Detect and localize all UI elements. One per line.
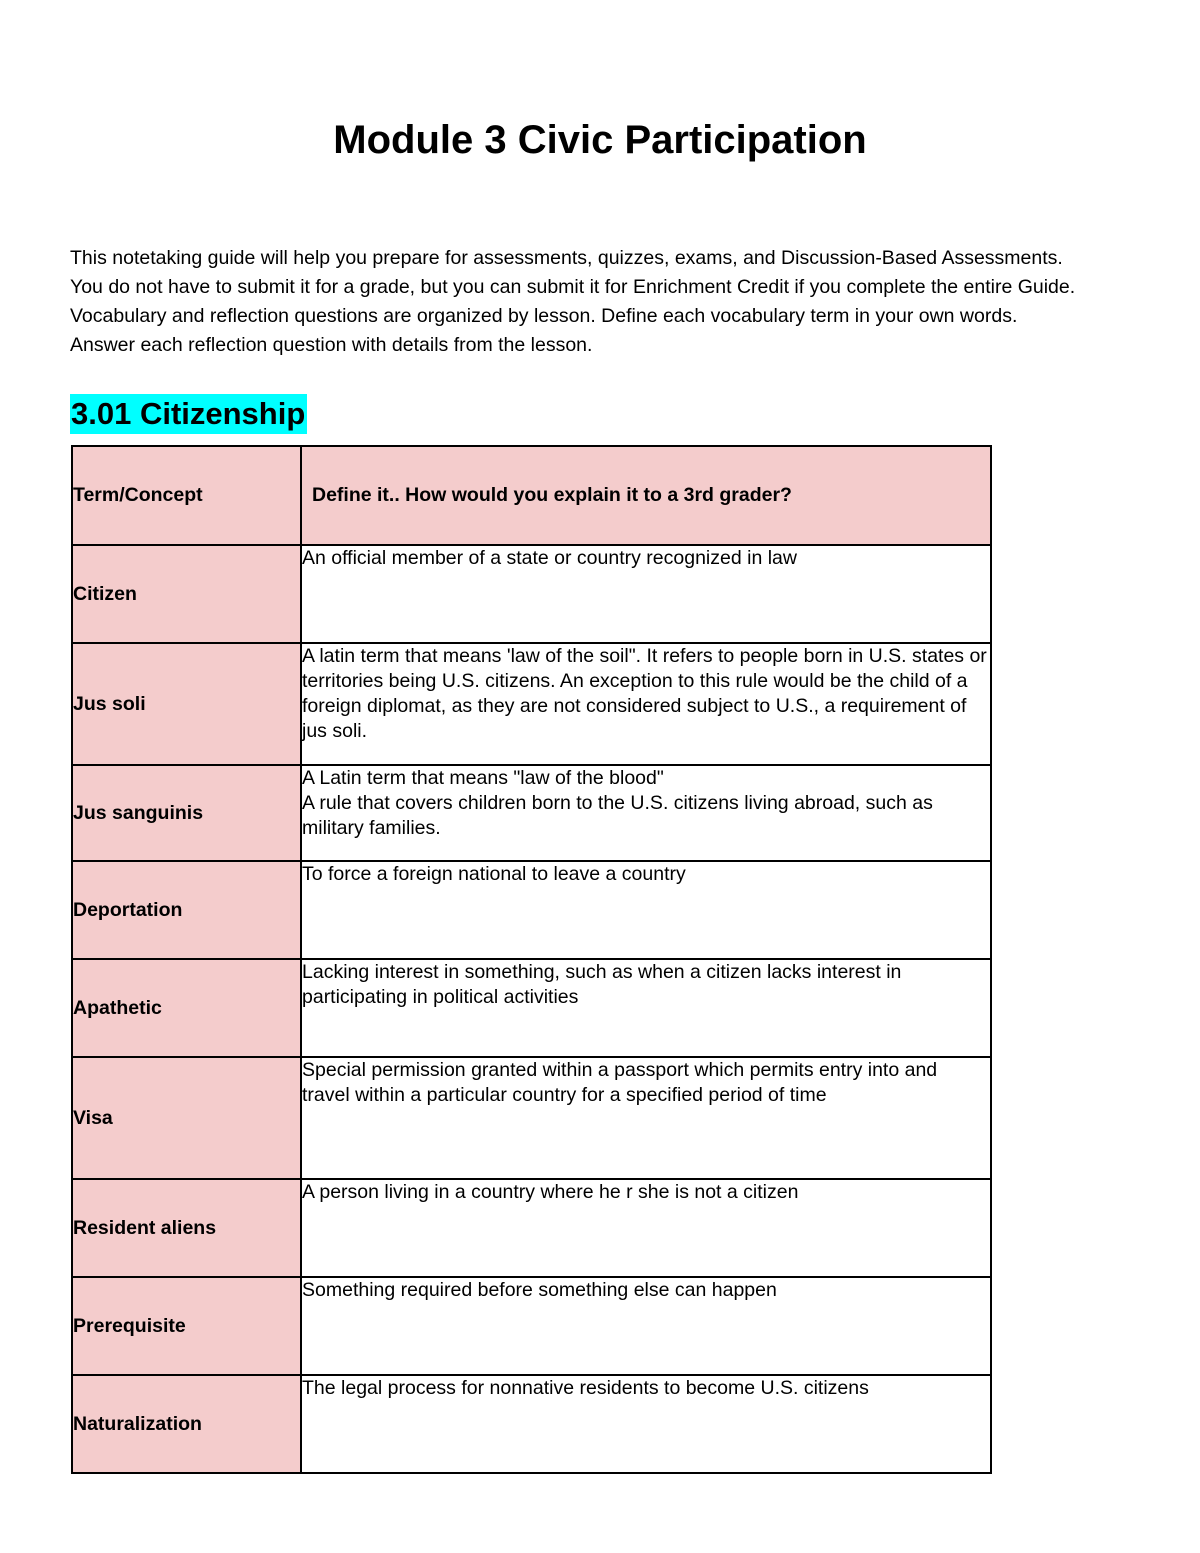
- definition-cell: [301, 959, 991, 1057]
- table-row: [72, 959, 991, 1057]
- definition-cell: [301, 861, 991, 959]
- definition-cell: [301, 1179, 991, 1277]
- page-title: Module 3 Civic Participation: [333, 118, 867, 162]
- definition-text: Special permission granted within a passport which permits entry into and travel within a particular country for a specified period of time: [302, 1059, 938, 1106]
- term-column-header: Term/Concept: [72, 446, 301, 545]
- intro-paragraph: This notetaking guide will help you prepare for assessments, quizzes, exams, and Discussion-Based Assessments. You do not have to submit it for a grade, but you can submit it for Enrichment Credit if you complete the entire Guide. Vocabulary and reflection questions are organized by lesson. Define each vocabulary term in your own words. Answer each reflection question with details from the lesson.: [70, 247, 1076, 356]
- table-row: [72, 545, 991, 643]
- term-cell: Resident aliens: [72, 1179, 301, 1277]
- table-row: [72, 861, 991, 959]
- definition-text: A Latin term that means "law of the blood": [302, 767, 664, 789]
- definition-cell: [301, 1277, 991, 1375]
- definition-cell: [301, 1057, 991, 1179]
- definition-text: The legal process for nonnative residents to become U.S. citizens: [302, 1377, 869, 1399]
- term-cell: Naturalization: [72, 1375, 301, 1473]
- definition-text: An official member of a state or country recognized in law: [302, 547, 797, 569]
- definition-column-header: Define it.. How would you explain it to a 3rd grader?: [301, 446, 991, 545]
- table-row: [72, 765, 991, 861]
- definition-cell: [301, 1375, 991, 1473]
- table-row: [72, 643, 991, 765]
- term-cell: Citizen: [72, 545, 301, 643]
- table-row: [72, 1179, 991, 1277]
- definition-cell: [301, 765, 991, 861]
- term-cell: Jus sanguinis: [72, 765, 301, 861]
- table-row: [72, 1277, 991, 1375]
- definition-cell: [301, 545, 991, 643]
- definition-text: Lacking interest in something, such as when a citizen lacks interest in participating in political activities: [302, 961, 902, 1008]
- table-row: [72, 1375, 991, 1473]
- vocabulary-table: [71, 445, 992, 1474]
- table-header-row: [72, 446, 991, 545]
- term-cell: Visa: [72, 1057, 301, 1179]
- term-cell: Deportation: [72, 861, 301, 959]
- term-cell: Prerequisite: [72, 1277, 301, 1375]
- table-row: [72, 1057, 991, 1179]
- definition-text: To force a foreign national to leave a country: [302, 863, 686, 885]
- definition-cell: [301, 643, 991, 765]
- section-heading: 3.01 Citizenship: [70, 394, 307, 434]
- definition-text: A latin term that means 'law of the soil". It refers to people born in U.S. states or territories being U.S. citizens. An exception to this rule would be the child of a foreign diplomat, as they are not considered subject to U.S., a requirement of jus soli.: [302, 645, 987, 742]
- term-cell: Jus soli: [72, 643, 301, 765]
- term-cell: Apathetic: [72, 959, 301, 1057]
- definition-text: A person living in a country where he r she is not a citizen: [302, 1181, 799, 1203]
- definition-text: Something required before something else can happen: [302, 1279, 777, 1301]
- definition-text: A rule that covers children born to the U.S. citizens living abroad, such as military families.: [302, 792, 933, 839]
